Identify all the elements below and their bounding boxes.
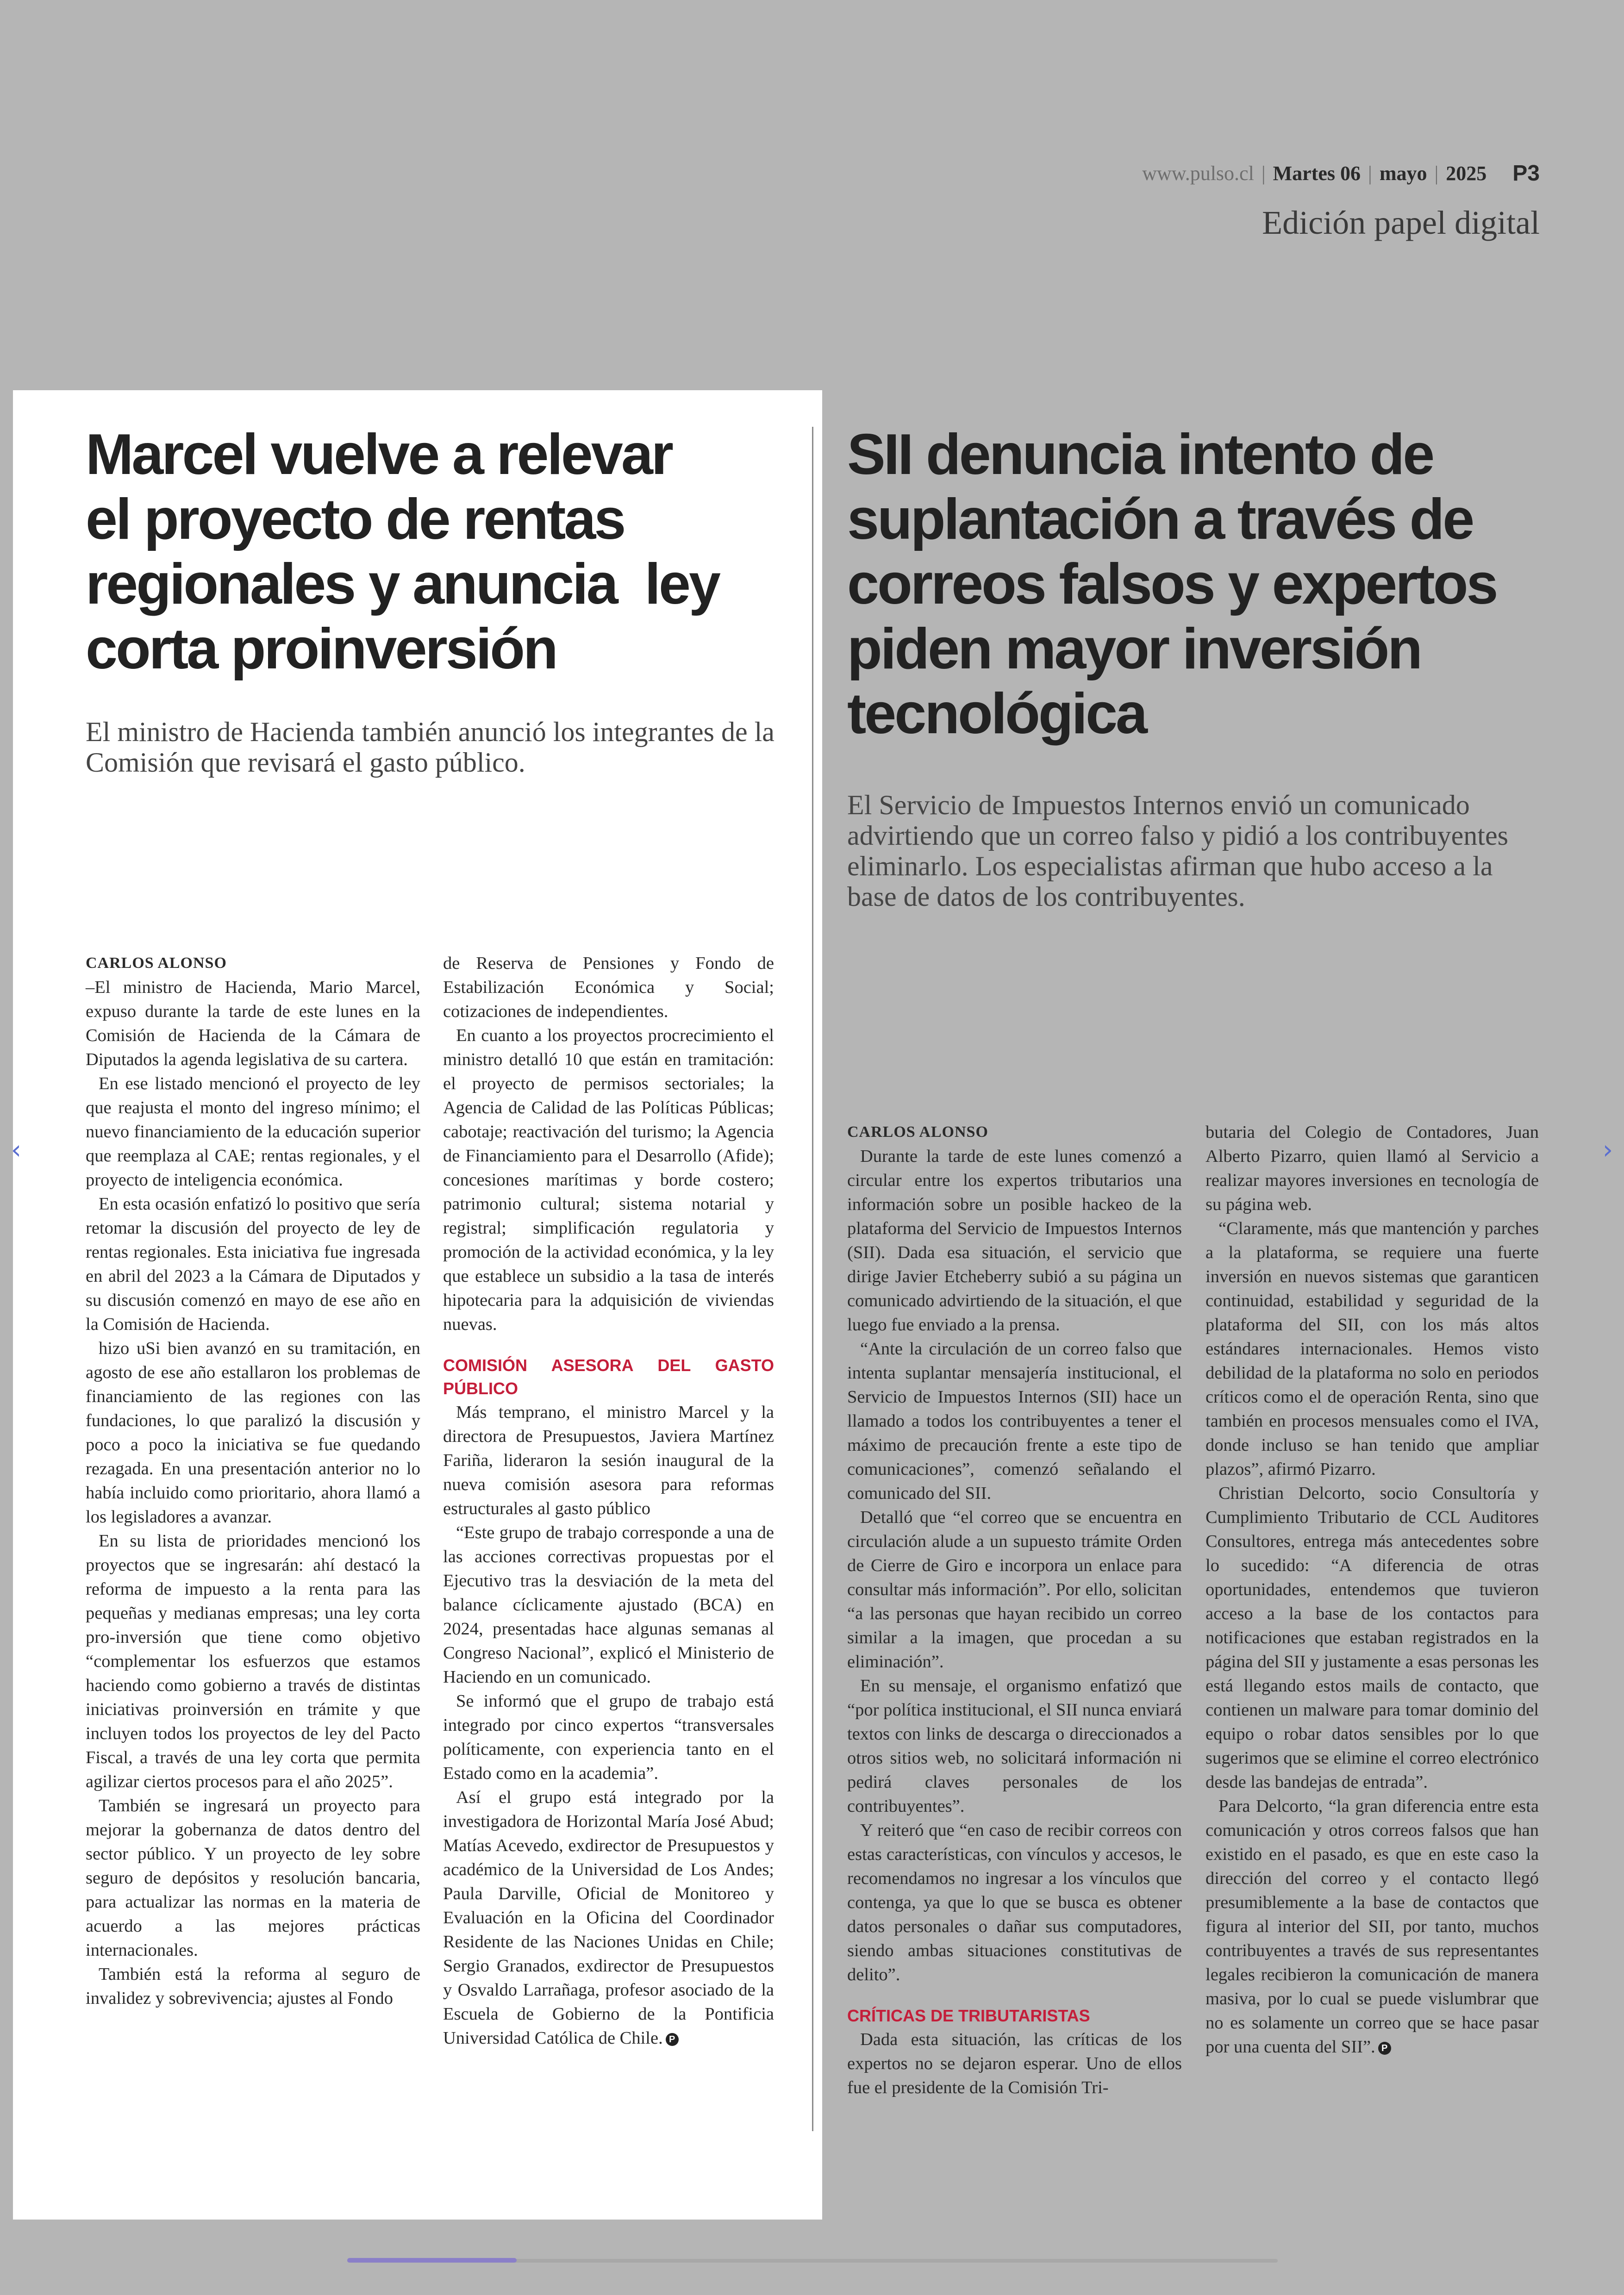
article-paragraph: hizo uSi bien avanzó en su tramitación, en agosto de ese año estallaron los problemas de financiamiento de las regiones con las fundaciones, lo que paralizó la discusión y poco a poco la iniciativa se fue quedando rezagada. En una presentación anterior no lo había incluido como prioritario, ahora llamó a los legisladores a avanzar.: [86, 1339, 420, 1527]
article-paragraph: Se informó que el grupo de trabajo está integrado por cinco expertos “transversales políticamente, con experiencia tanto en el Estado como en la academia”.: [443, 1691, 774, 1783]
chevron-right-icon[interactable]: ›: [1602, 1135, 1613, 1165]
article-paragraph: Para Delcorto, “la gran diferencia entre esta comunicación y otros correos falsos que han existido en el pasado, es que en este caso la dirección del correo y el contacto llegó presumiblemente a la base de contactos que figura al interior del SII, por tanto, muchos contribuyentes a través de sus representantes legales recibieron la comunicación de manera masiva, por lo cual se puede vislumbrar que no es solamente un correo que se hace pasar por una cuenta del SII”. P: [1206, 1796, 1539, 2057]
right-byline: CARLOS ALONSO: [847, 1123, 988, 1141]
right-article-column-2: [1206, 1120, 1539, 2059]
left-subhead: COMISIÓN ASESORA DEL GASTO PÚBLICO: [443, 1356, 774, 1398]
left-article-dek: El ministro de Hacienda también anunció los integrantes de la Comisión que revisará el gasto público.: [86, 717, 775, 778]
issue-year: 2025: [1446, 162, 1487, 185]
article-paragraph: Y reiteró que “en caso de recibir correos con estas características, con vínculos y accesos, le recomendamos no ingresar a los vínculos que contenga, ya que lo que se busca es obtener datos personales o dañar sus computadores, siendo ambas situaciones constitutivas de delito”.: [847, 1821, 1182, 1984]
article-paragraph: Más temprano, el ministro Marcel y la directora de Presupuestos, Javiera Martínez Fariña, lideraron la sesión inaugural de la nueva comisión asesora para reformas estructurales al gasto público: [443, 1403, 774, 1518]
left-article-headline: [86, 422, 799, 681]
article-paragraph: En esta ocasión enfatizó lo positivo que sería retomar la discusión del proyecto de ley de rentas regionales. Esta iniciativa fue ingresada en abril del 2023 a la Cámara de Diputados y su discusión comenzó en mayo de ese año en la Comisión de Hacienda.: [86, 1194, 420, 1334]
article-paragraph: de Reserva de Pensiones y Fondo de Estabilización Económica y Social; cotizaciones de independientes.: [443, 954, 774, 1021]
right-article-dek: El Servicio de Impuestos Internos envió un comunicado advirtiendo que un correo falso y pidió a los contribuyentes eliminarlo. Los especialistas afirman que hubo acceso a la base de datos de los contribuyentes.: [847, 790, 1508, 912]
right-subhead: CRÍTICAS DE TRIBUTARISTAS: [847, 2006, 1090, 2025]
page-number: P3: [1512, 161, 1540, 186]
headline-line: tecnológica: [847, 682, 1146, 746]
article-paragraph: En su mensaje, el organismo enfatizó que “por política institucional, el SII nunca enviará textos con links de descarga o direccionados a otros sitios web, no solicitará información ni pedirá claves personales de los contribuyentes”.: [847, 1676, 1182, 1816]
chevron-left-icon[interactable]: ‹: [11, 1135, 22, 1165]
article-paragraph: –El ministro de Hacienda, Mario Marcel, expuso durante la tarde de este lunes en la Comisión de Hacienda de la Cámara de Diputados la agenda legislativa de su cartera.: [86, 978, 420, 1069]
right-article-column-1: [847, 1120, 1182, 2100]
end-mark-icon: P: [666, 2033, 679, 2046]
left-article-column-1: [86, 951, 420, 2010]
article-paragraph: “Este grupo de trabajo corresponde a una de las acciones correctivas propuestas por el Ejecutivo tras la desviación de la meta del balance cíclicamente ajustado (BCA) en 2024, presentadas hace algunas semanas al Congreso Nacional”, explicó el Ministerio de Haciendo en un comunicado.: [443, 1523, 774, 1687]
headline-line: suplantación a través de: [847, 487, 1473, 551]
article-paragraph: En ese listado mencionó el proyecto de ley que reajusta el monto del ingreso mínimo; el nuevo financiamiento de la educación superior que reemplaza al CAE; rentas regionales, y el proyecto de inteligencia económica.: [86, 1074, 420, 1190]
headline-line: corta proinversión: [86, 617, 556, 681]
article-paragraph: “Claramente, más que mantención y parches a la plataforma, se requiere una fuerte inversión en nuevos sistemas que garanticen continuidad, estabilidad y seguridad de la plataforma del SII, con los más altos estándares internacionales. Hemos visto debilidad de la plataforma no solo en periodos críticos como el de operación Renta, sino que también en procesos mensuales como el IVA, donde incluso se han tenido que ampliar plazos”, afirmó Pizarro.: [1206, 1219, 1539, 1479]
page-scroll-thumb[interactable]: [347, 2258, 517, 2263]
headline-line: SII denuncia intento de: [847, 423, 1433, 486]
article-paragraph: Detalló que “el correo que se encuentra en circulación alude a un supuesto trámite Orden de Cierre de Giro e incorpora un enlace para consultar más información”. Por ello, solicitan “a las personas que hayan recibido un correo similar a la imagen, que procedan a su eliminación”.: [847, 1508, 1182, 1671]
headline-line: piden mayor inversión: [847, 617, 1421, 681]
issue-day: Martes 06: [1273, 162, 1361, 185]
article-paragraph: También se ingresará un proyecto para mejorar la gobernanza de datos dentro del sector público. Y un proyecto de ley sobre seguro de depósitos y resolución bancaria, para actualizar las normas en la materia de acuerdo a las mejores prácticas internacionales.: [86, 1796, 420, 1960]
left-article-column-2: [443, 951, 774, 2050]
article-paragraph: Christian Delcorto, socio Consultoría y Cumplimiento Tributario de CCL Auditores Consultores, entrega más antecedentes sobre lo sucedido: “A diferencia de otras oportunidades, entendemos que tuvieron acceso a la base de los contactos para notificaciones que estaban registrados en la página del SII y justamente a esas personas les está llegando estos mails de contacto, que contienen un malware para tomar dominio del equipo o robar datos sensibles por lo que sugerimos que se elimine el correo electrónico desde las bandejas de entrada”.: [1206, 1484, 1539, 1792]
article-paragraph: Durante la tarde de este lunes comenzó a circular entre los expertos tributarios una información sobre un posible hackeo de la plataforma del Servicio de Impuestos Internos (SII). Dada esa situación, el servicio que dirige Javier Etcheberry subió a su página un comunicado advirtiendo de la situación, el que luego fue enviado a la prensa.: [847, 1147, 1182, 1335]
article-paragraph: “Ante la circulación de un correo falso que intenta suplantar mensajería institucional, el Servicio de Impuestos Internos (SII) hace un llamado a todos los contribuyentes a tener el máximo de precaución frente a este tipo de comunicaciones”, comenzó señalando el comunicado del SII.: [847, 1339, 1182, 1503]
column-divider: [812, 427, 813, 2131]
article-paragraph: Dada esta situación, las críticas de los expertos no se dejaron esperar. Uno de ellos fue el presidente de la Comisión Tri-: [847, 2030, 1182, 2097]
right-article-headline: [847, 422, 1606, 746]
article-paragraph: También está la reforma al seguro de invalidez y sobrevivencia; ajustes al Fondo: [86, 1964, 420, 2008]
headline-line: el proyecto de rentas: [86, 487, 625, 551]
left-byline: CARLOS ALONSO: [86, 954, 227, 972]
article-paragraph: En cuanto a los proyectos procrecimiento el ministro detalló 10 que están en tramitación: el proyecto de permisos sectoriales; la Agencia de Calidad de las Políticas Públicas; cabotaje; reactivación del turismo; la Agencia de Financiamiento para el Desarrollo (Afide); concesiones marítimas y borde costero; patrimonio cultural; sistema notarial y registral; simplificación regulatoria y promoción de la actividad económica, y la ley que establece un subsidio a la tasa de interés hipotecaria para la adquisición de viviendas nuevas.: [443, 1026, 774, 1334]
headline-line: correos falsos y expertos: [847, 552, 1497, 616]
article-paragraph: butaria del Colegio de Contadores, Juan Alberto Pizarro, quien llamó al Servicio a realizar mayores inversiones en tecnología de su página web.: [1206, 1123, 1539, 1214]
issue-month: mayo: [1379, 162, 1427, 185]
end-mark-icon: P: [1378, 2042, 1391, 2055]
edition-label: Edición papel digital: [1262, 204, 1540, 241]
site-url[interactable]: www.pulso.cl: [1142, 162, 1254, 185]
page-header-meta: www.pulso.cl | Martes 06 | mayo | 2025 P3: [1142, 161, 1540, 186]
headline-line: Marcel vuelve a relevar: [86, 423, 672, 486]
article-paragraph: En su lista de prioridades mencionó los proyectos que se ingresarán: ahí destacó la reforma de impuesto a la renta para las pequeñas y medianas empresas; una ley corta pro-inversión que tiene como objetivo “complementar los esfuerzos que estamos haciendo como gobierno a través de distintas iniciativas proinversión en trámite y que incluyen todos los proyectos de ley del Pacto Fiscal, a través de una ley corta que permita agilizar ciertos procesos para el año 2025”.: [86, 1531, 420, 1791]
headline-line: regionales y anuncia ley: [86, 552, 719, 616]
article-paragraph: Así el grupo está integrado por la investigadora de Horizontal María José Abud; Matías Acevedo, exdirector de Presupuestos y académico de la Universidad de Los Andes; Paula Darville, Oficial de Monitoreo y Evaluación en la Oficina del Coordinador Residente de las Naciones Unidas en Chile; Sergio Granados, exdirector de Presupuestos y Osvaldo Larrañaga, profesor asociado de la Escuela de Gobierno de la Pontificia Universidad Católica de Chile. P: [443, 1788, 774, 2048]
